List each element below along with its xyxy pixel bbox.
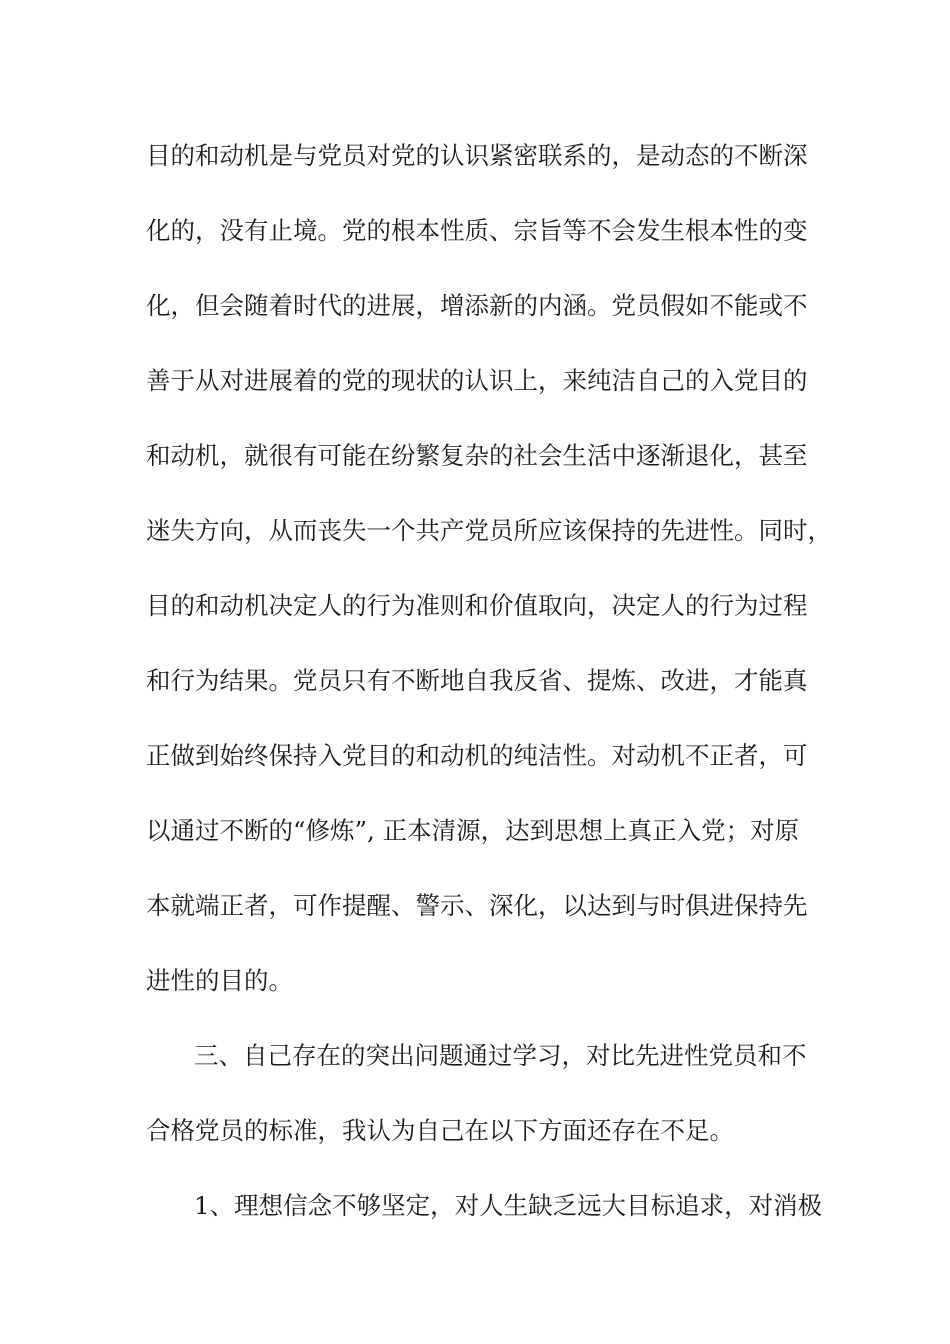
text-line: 进性的目的。 [146,966,293,995]
text-line: 合格党员的标准，我认为自己在以下方面还存在不足。 [146,1116,734,1145]
list-item: 1、理想信念不够坚定，对人生缺乏远大目标追求，对消极 [194,1191,823,1220]
text-line: 目的和动机决定人的行为准则和价值取向，决定人的行为过程 [146,591,808,620]
text-line: 化的，没有止境。党的根本性质、宗旨等不会发生根本性的变 [146,216,808,245]
text-line: 和行为结果。党员只有不断地自我反省、提炼、改进，才能真 [146,666,808,695]
text-line: 正做到始终保持入党目的和动机的纯洁性。对动机不正者，可 [146,741,808,770]
text-line: 本就端正者，可作提醒、警示、深化，以达到与时俱进保持先 [146,891,808,920]
text-line: 和动机，就很有可能在纷繁复杂的社会生活中逐渐退化，甚至 [146,441,808,470]
text-line: 以通过不断的“修炼”, 正本清源，达到思想上真正入党；对原 [146,816,800,845]
text-line: 化，但会随着时代的进展，增添新的内涵。党员假如不能或不 [146,291,808,320]
text-line: 善于从对进展着的党的现状的认识上，来纯洁自己的入党目的 [146,366,808,395]
section-heading: 三、自己存在的突出问题通过学习，对比先进性党员和不 [194,1041,807,1070]
text-line: 迷失方向，从而丧失一个共产党员所应该保持的先进性。同时， [146,516,832,545]
text-line: 目的和动机是与党员对党的认识紧密联系的，是动态的不断深 [146,141,808,170]
